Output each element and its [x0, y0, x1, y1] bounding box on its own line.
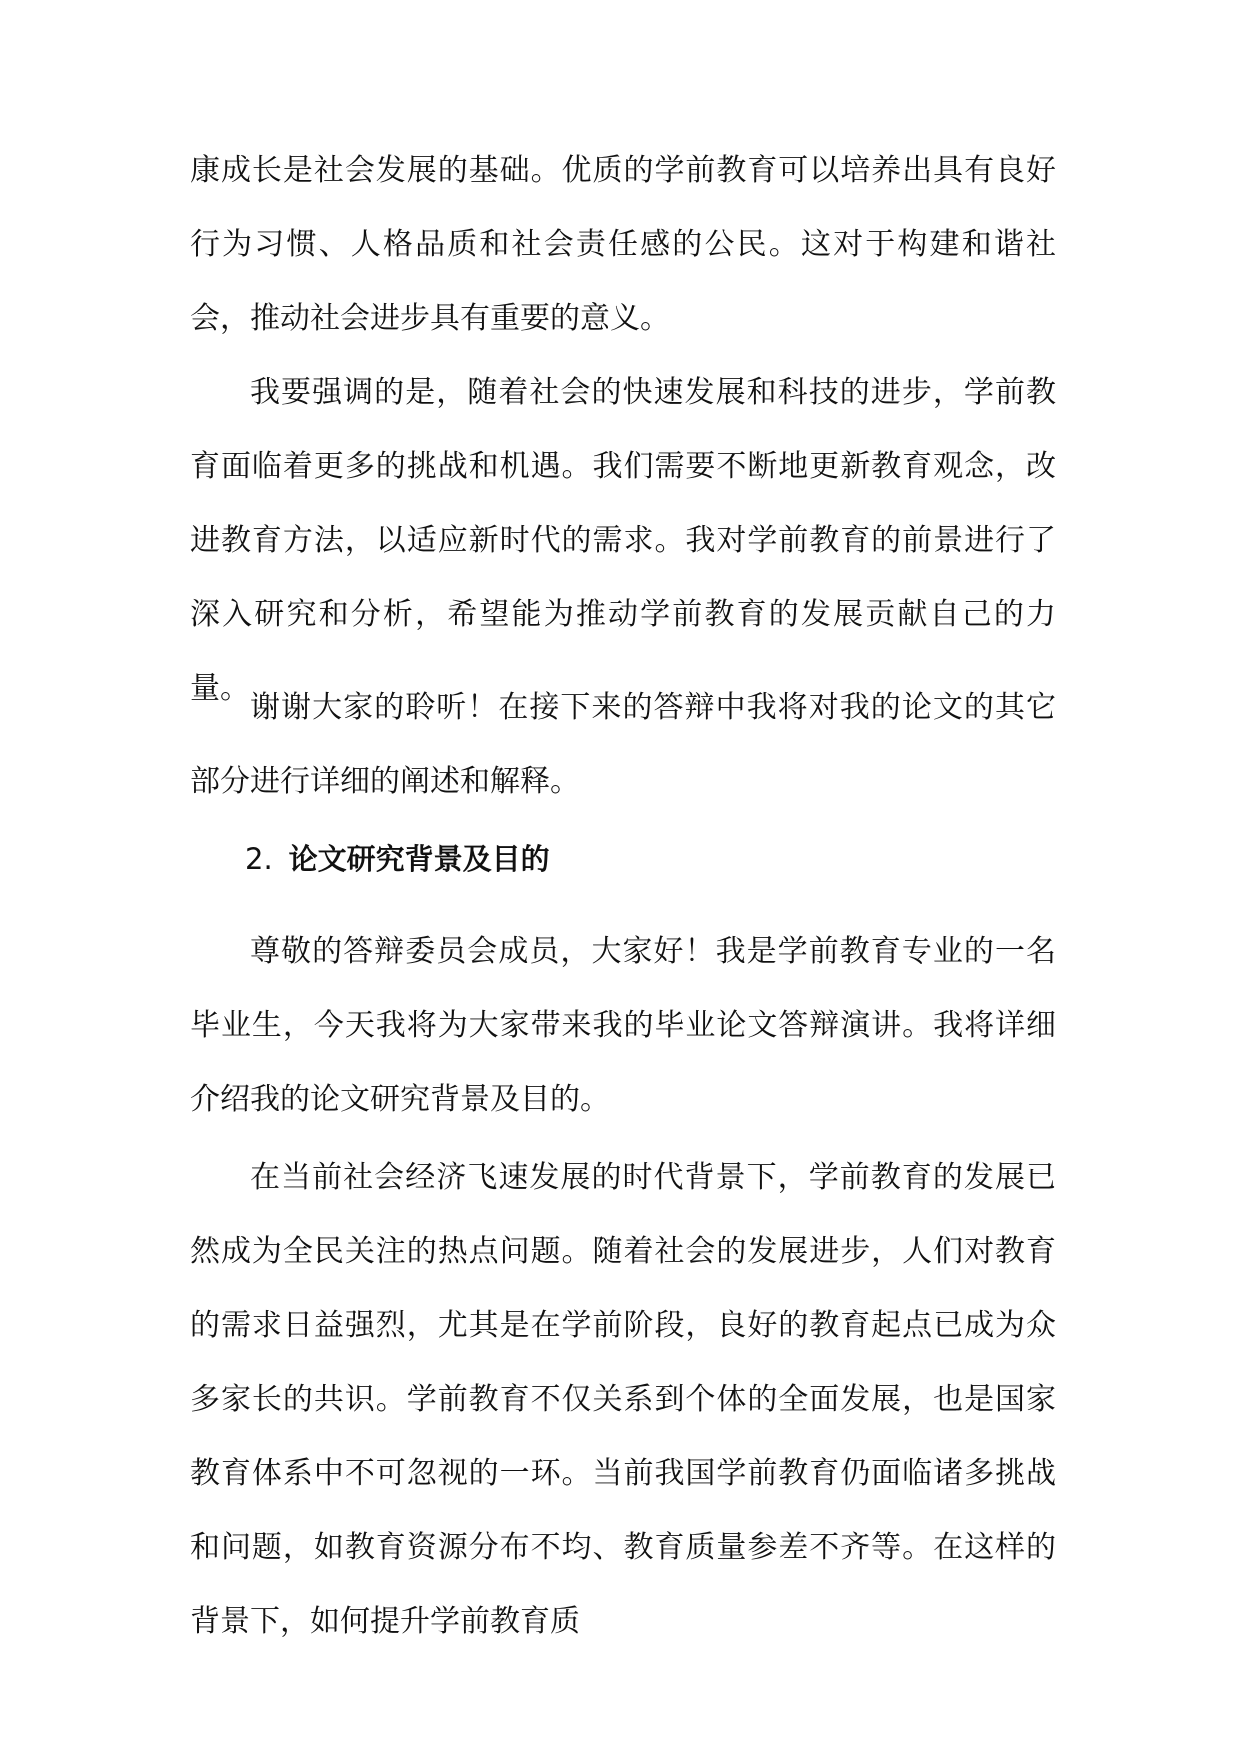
- section-title: 论文研究背景及目的: [288, 842, 550, 876]
- paragraph: 谢谢大家的聆听！在接下来的答辩中我将对我的论文的其它部分进行详细的阐述和解释。: [190, 690, 1056, 799]
- paragraph-continued: 康成长是社会发展的基础。优质的学前教育可以培养出具有良好行为习惯、人格品质和社会责任感的公民。这对于构建和谐社会，推动社会进步具有重要的意义。: [190, 153, 1056, 336]
- paragraph: 在当前社会经济飞速发展的时代背景下，学前教育的发展已然成为全民关注的热点问题。随着社会的发展进步，人们对教育的需求日益强烈，尤其是在学前阶段，良好的教育起点已成为众多家长的共识。学前教育不仅关系到个体的全面发展，也是国家教育体系中不可忽视的一环。当前我国学前教育仍面临诸多挑战和问题，如教育资源分布不均、教育质量参差不齐等。在这样的背景下，如何提升学前教育质: [190, 1160, 1056, 1639]
- paragraph: 我要强调的是，随着社会的快速发展和科技的进步，学前教育面临着更多的挑战和机遇。我们需要不断地更新教育观念，改进教育方法，以适应新时代的需求。我对学前教育的前景进行了深入研究和分析，希望能为推动学前教育的发展贡献自己的力量。: [190, 375, 1056, 706]
- section-number: 2.: [245, 842, 273, 876]
- section-heading: [245, 822, 550, 896]
- paragraph: 尊敬的答辩委员会成员，大家好！我是学前教育专业的一名毕业生，今天我将为大家带来我的毕业论文答辩演讲。我将详细介绍我的论文研究背景及目的。: [190, 934, 1056, 1117]
